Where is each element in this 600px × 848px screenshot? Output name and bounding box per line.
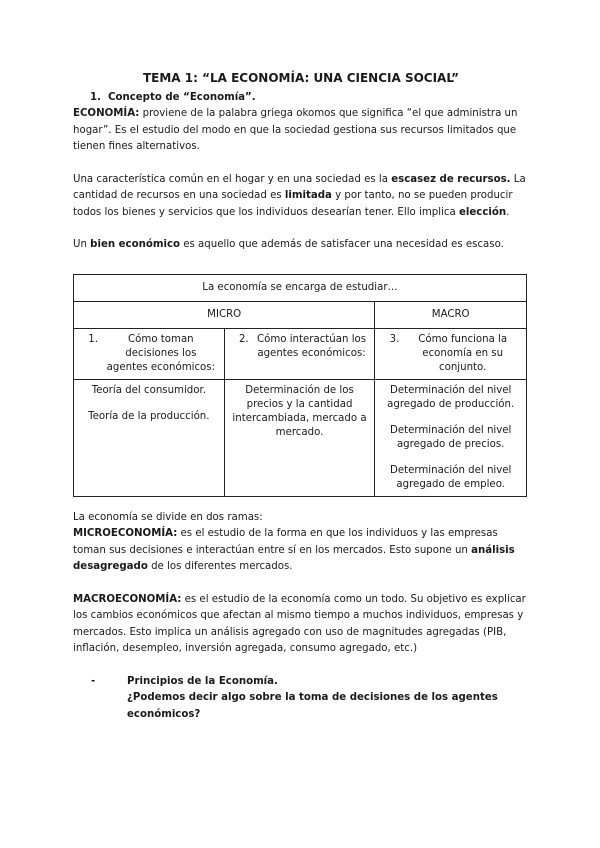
- term-analisis-desagregado: análisis desagregado: [73, 544, 515, 572]
- text: La cantidad de recursos en una sociedad es: [73, 173, 526, 201]
- section-label: Concepto de “Economía”.: [108, 91, 256, 103]
- term-microeconomia: MICROECONOMÍA:: [73, 528, 178, 539]
- section-heading: [73, 90, 529, 107]
- cell-text: Determinación del nivel agregado de producción.: [387, 384, 515, 410]
- study-table: [73, 274, 527, 497]
- term-eleccion: elección: [458, 206, 507, 218]
- table-cell: [375, 328, 527, 379]
- cell-text: Teoría del consumidor.: [91, 384, 206, 396]
- table-cell: [74, 328, 225, 379]
- item-number: 3.: [389, 333, 400, 345]
- bullet-line: ¿Podemos decir algo sobre la toma de decisiones de los agentes económicos?: [127, 692, 498, 720]
- paragraph-macroeconomia: [73, 592, 529, 658]
- text: de los diferentes mercados.: [147, 561, 293, 572]
- text: .: [506, 206, 510, 218]
- paragraph-bien-economico: [73, 237, 529, 254]
- cell-text: Determinación del nivel agregado de empleo.: [389, 464, 512, 490]
- bullet-item: [73, 674, 529, 724]
- paragraph-economia: [73, 106, 529, 156]
- text: es el estudio de la economía como un todo. Su objetivo es explicar los cambios económicos que afectan al mismo tiempo a muchos individuos, empresas y mercados. Esto implica un análisis agregado con uso de magnitudes agregadas (PIB, inflación, desempleo, inversión agregada, consumo agregado, etc.): [73, 593, 526, 654]
- paragraph-escasez: [73, 172, 529, 222]
- table-cell: [375, 379, 527, 496]
- document-page: [73, 70, 529, 723]
- text: Una característica común en el hogar y en una sociedad es la: [73, 173, 392, 185]
- text: Un: [73, 239, 91, 250]
- table-cell: [224, 379, 375, 496]
- text: y por tanto, no se pueden producir todos los bienes y servicios que los individuos desearían tener. Ello implica: [73, 190, 513, 218]
- cell-text: Determinación de los precios y la cantidad intercambiada, mercado a mercado.: [232, 384, 367, 438]
- term-limitada: limitada: [284, 190, 332, 201]
- item-number: 1.: [88, 333, 98, 345]
- cell-text: Determinación del nivel agregado de precios.: [389, 424, 512, 450]
- term-macroeconomia: MACROECONOMÍA:: [73, 593, 182, 605]
- bullet-line: Principios de la Economía.: [127, 675, 278, 687]
- bullet-dash: -: [91, 675, 96, 687]
- term-bien-economico: bien económico: [90, 239, 180, 250]
- item-text: Cómo interactúan los agentes económicos:: [256, 333, 367, 359]
- table-cell: [224, 328, 375, 379]
- macro-header: MACRO: [375, 301, 527, 328]
- micro-header: MICRO: [74, 301, 375, 328]
- text: La economía se divide en dos ramas:: [73, 511, 263, 523]
- section-number: 1.: [90, 91, 101, 103]
- table-cell: [74, 379, 225, 496]
- cell-text: Teoría de la producción.: [88, 410, 210, 422]
- item-text: Cómo funciona la economía en su conjunto.: [418, 333, 508, 373]
- page-title: TEMA 1: “LA ECONOMÍA: UNA CIENCIA SOCIAL”: [142, 71, 459, 85]
- text: es el estudio de la forma en que los individuos y las empresas toman sus decisiones e interactúan entre sí en los mercados. Esto supone un: [73, 528, 498, 556]
- item-text: Cómo toman decisiones los agentes económicos:: [106, 333, 216, 373]
- text: proviene de la palabra griega okomos que significa “el que administra un hogar”. Es el estudio del modo en que la sociedad gestiona sus recursos limitados que tienen fines alternativos.: [73, 108, 518, 152]
- term-economia: ECONOMÍA:: [73, 108, 140, 119]
- item-number: 2.: [238, 333, 249, 345]
- table-header: La economía se encarga de estudiar…: [74, 274, 527, 301]
- term-escasez: escasez de recursos.: [391, 173, 511, 185]
- text: es aquello que además de satisfacer una necesidad es escaso.: [180, 239, 504, 250]
- paragraph-microeconomia: [73, 510, 529, 576]
